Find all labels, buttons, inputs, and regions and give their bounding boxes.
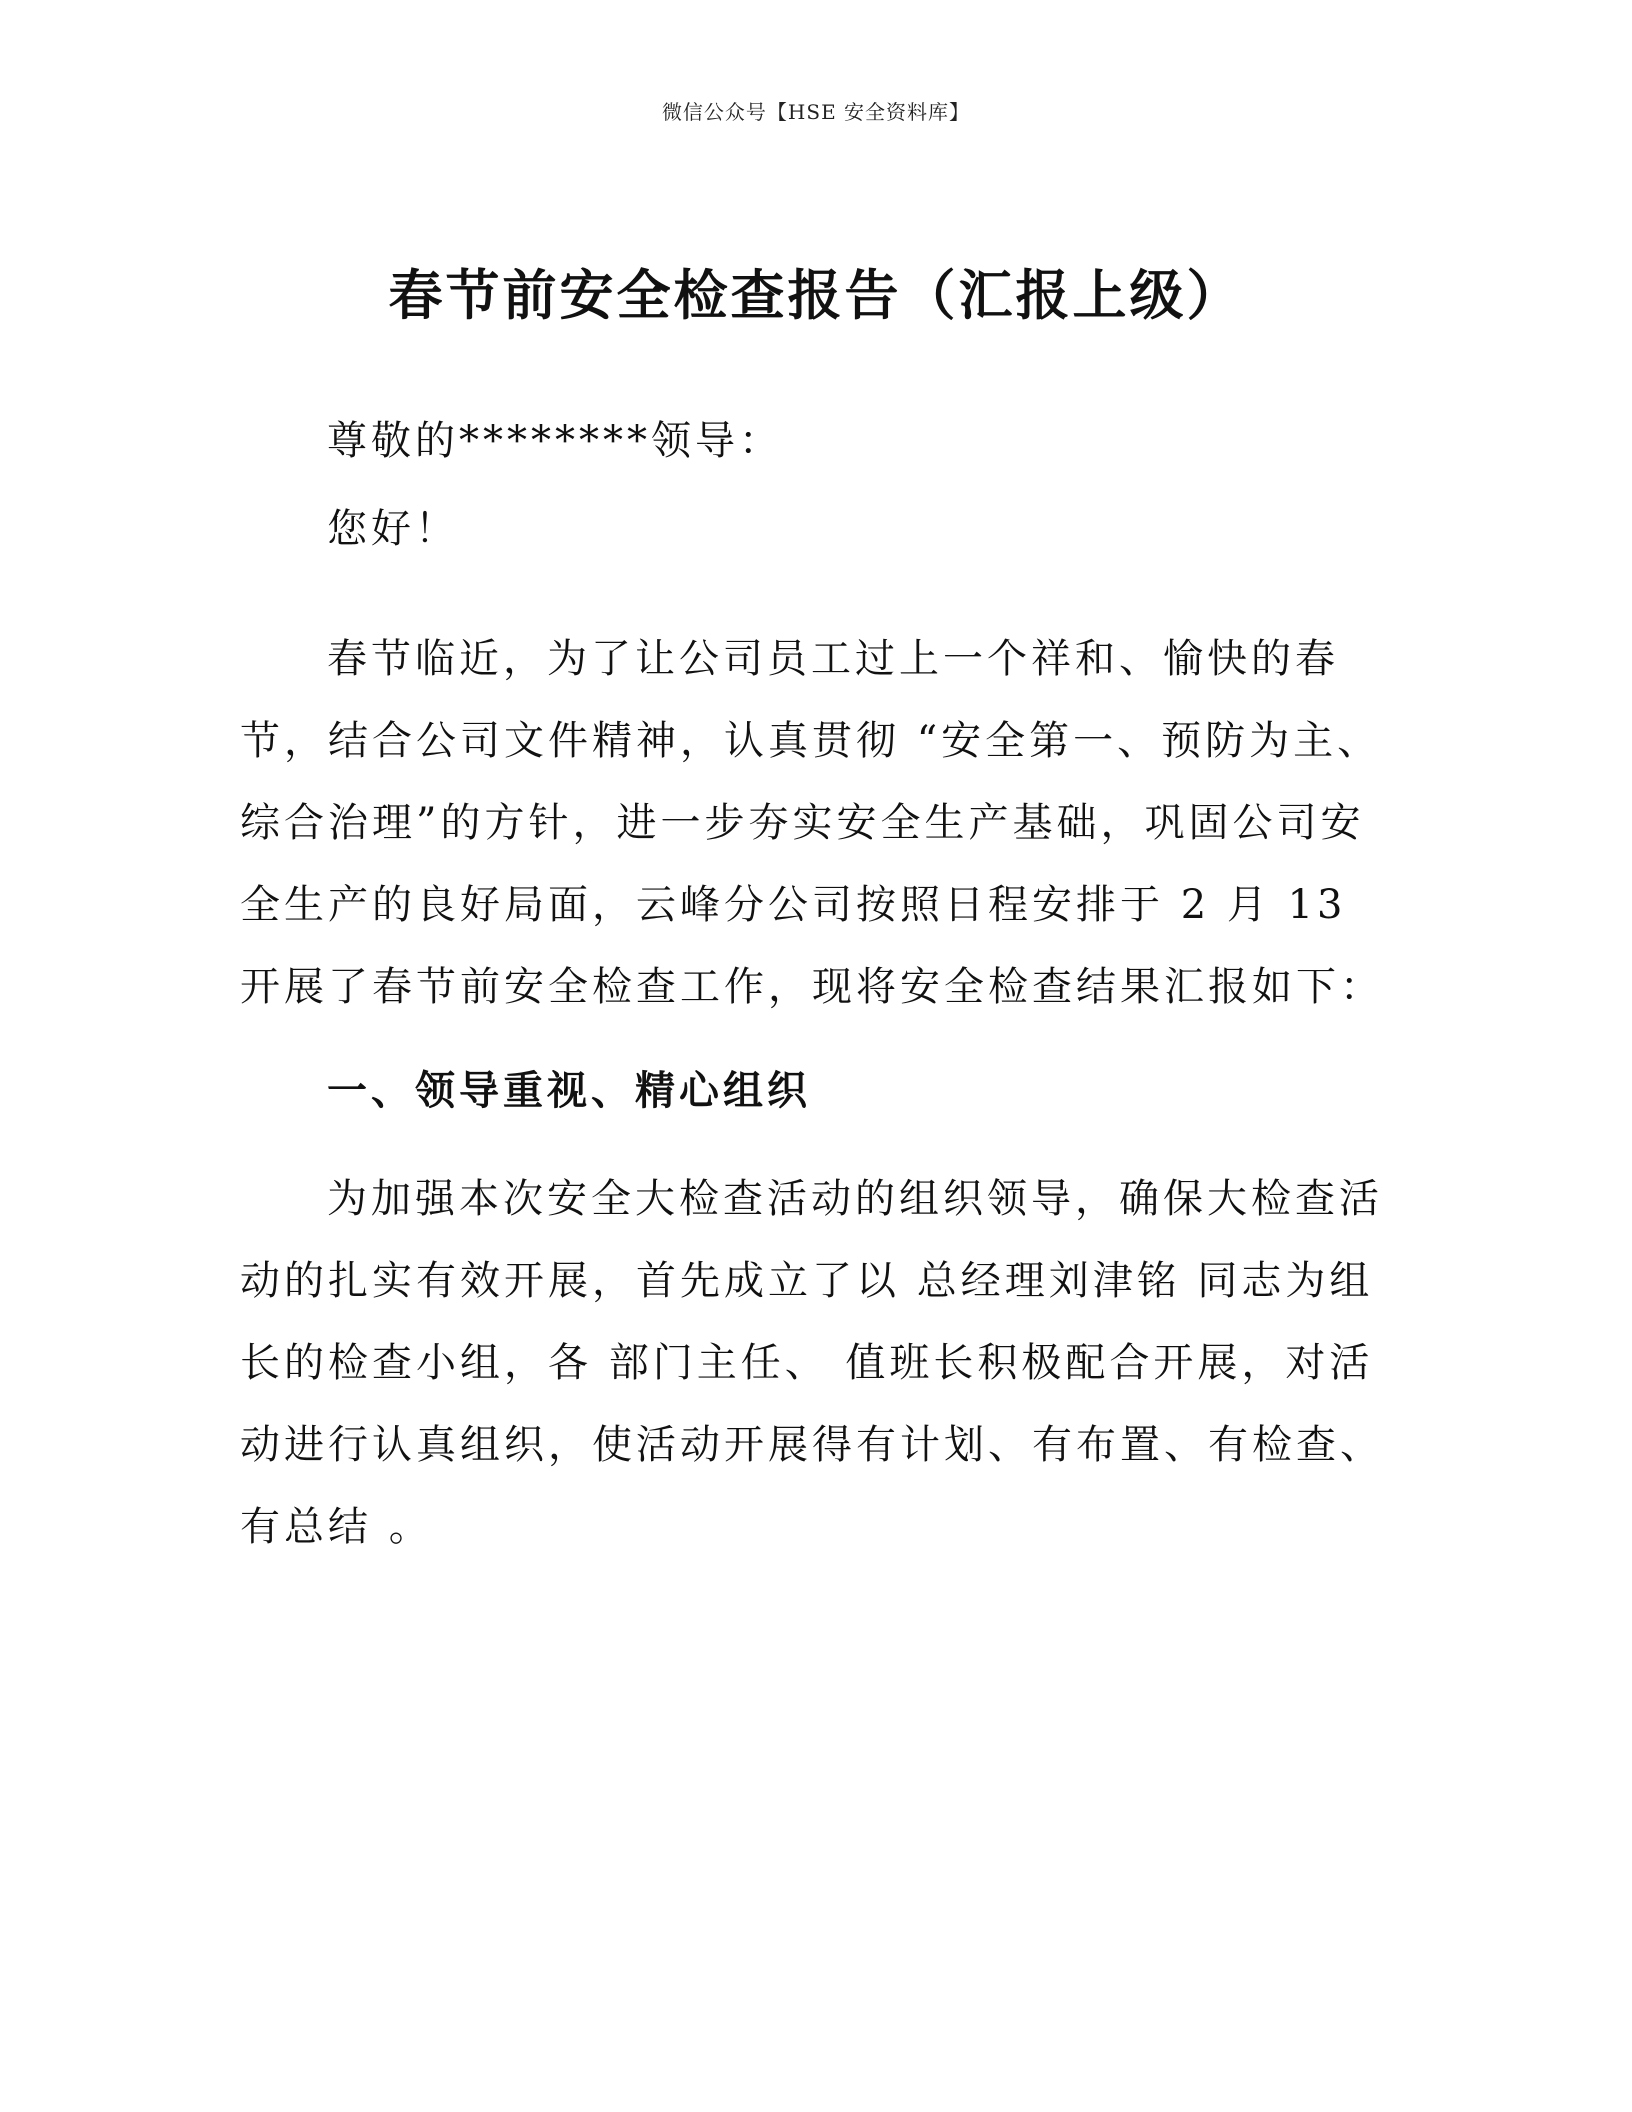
paragraph-intro: 春节临近，为了让公司员工过上一个祥和、愉快的春节，结合公司文件精神，认真贯彻 “安全第一、预防为主、综合治理”的方针，进一步夯实安全生产基础，巩固公司安全生产的良好局面，云峰分公司按照日程安排于 2 月 13 开展了春节前安全检查工作，现将安全检查结果汇报如下： <box>240 636 1384 1010</box>
greeting: 您好！ <box>327 506 459 552</box>
document-title: 春节前安全检查报告（汇报上级） <box>388 263 1244 327</box>
section-heading: 一、领导重视、精心组织 <box>327 1067 811 1114</box>
salutation: 尊敬的********领导： <box>327 418 783 464</box>
header-note: 微信公众号【HSE 安全资料库】 <box>661 100 971 124</box>
paragraph-organization: 为加强本次安全大检查活动的组织领导，确保大检查活动的扎实有效开展，首先成立了以 总经理刘津铭 同志为组长的检查小组，各 部门主任、 值班长积极配合开展，对活动进行认真组织，使活动开展得有计划、有布置、有检查、有总结 。 <box>240 1176 1384 1550</box>
